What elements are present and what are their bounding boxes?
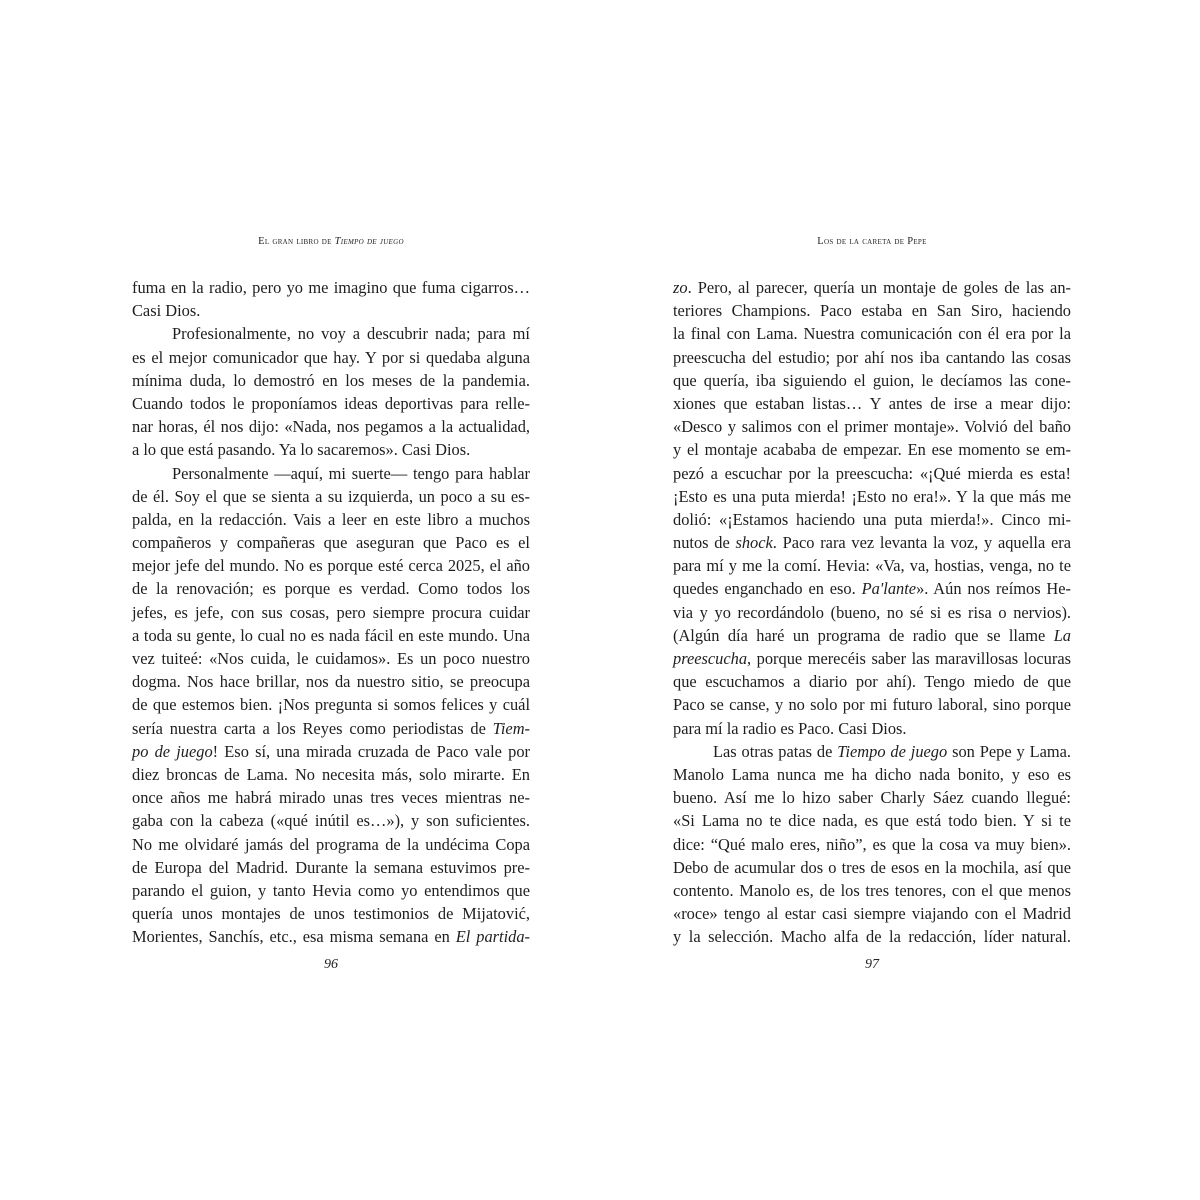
- line-text: a lo que está pasando. Ya lo sacaremos». Casi Dios.: [132, 440, 471, 460]
- text-line: [673, 740, 1071, 763]
- line-text: jefes, es jefe, con sus cosas, pero siempre procura cuidar: [132, 602, 530, 622]
- italic-text: shock: [735, 533, 773, 553]
- text-line: [673, 902, 1071, 925]
- text-line: [673, 438, 1071, 461]
- italic-text: Tiem-: [492, 718, 530, 738]
- italic-text: La: [1053, 625, 1071, 645]
- line-text: mínima duda, lo demostró en los meses de la pandemia.: [132, 370, 530, 390]
- italic-text: El partida-: [455, 927, 530, 947]
- line-text: y el montaje acababa de empezar. En ese momento se em-: [673, 440, 1071, 460]
- text-line: [132, 763, 530, 786]
- line-text: de Europa del Madrid. Durante la semana estuvimos pre-: [132, 857, 530, 877]
- text-line: [132, 485, 530, 508]
- line-text: «Si Lama no te dice nada, es que está todo bien. Y si te: [673, 811, 1071, 831]
- italic-text: po de juego: [132, 741, 213, 761]
- text-line: [132, 670, 530, 693]
- line-text: quería unos montajes de unos testimonios de Mijatović,: [132, 904, 530, 924]
- body-text-left: [132, 276, 530, 948]
- line-text: Profesionalmente, no voy a descubrir nada; para mí: [172, 324, 530, 344]
- line-text: gaba con la cabeza («qué inútil es…»), y son suficientes.: [132, 811, 530, 831]
- line-text: dolió: «¡Estamos haciendo una puta mierda!». Cinco mi-: [673, 509, 1071, 529]
- text-line: [132, 369, 530, 392]
- text-line: [673, 809, 1071, 832]
- italic-text: preescucha: [673, 649, 748, 668]
- line-text: y la selección. Macho alfa de la redacción, líder natural.: [673, 927, 1071, 947]
- running-head-right: [673, 236, 1071, 247]
- text-line: [673, 786, 1071, 809]
- text-line: [673, 322, 1071, 345]
- text-line: [673, 462, 1071, 485]
- line-text: de que estemos bien. ¡Nos pregunta si somos felices y cuál: [132, 695, 530, 715]
- line-text: ¡Esto es una puta mierda! ¡Esto no era!». Y la que más me: [673, 486, 1071, 506]
- line-text: contento. Manolo es, de los tres tenores, con el que menos: [673, 880, 1071, 900]
- text-line: [673, 925, 1071, 948]
- line-text: es el mejor comunicador que hay. Y por si quedaba alguna: [132, 347, 530, 367]
- running-head-text: Los de la careta de Pepe: [817, 236, 927, 247]
- line-text: de la renovación; es porque es verdad. Como todos los: [132, 579, 530, 599]
- text-line: [132, 856, 530, 879]
- line-text: via y yo recordándolo (bueno, no sé si es risa o nervios).: [673, 602, 1071, 622]
- line-text: dice: “Qué malo eres, niño”, es que la cosa va muy bien».: [673, 834, 1071, 854]
- text-line: [673, 531, 1071, 554]
- line-text: para mí y me la comí. Hevia: «Va, va, hostias, venga, no te: [673, 556, 1071, 576]
- text-line: [132, 693, 530, 716]
- line-text: palda, en la redacción. Vais a leer en este libro a muchos: [132, 509, 530, 529]
- text-line: [673, 624, 1071, 647]
- line-text: Personalmente —aquí, mi suerte— tengo para hablar: [172, 463, 530, 483]
- text-line: [132, 786, 530, 809]
- text-line: [132, 276, 530, 299]
- line-text: quedes enganchado en eso.: [673, 579, 862, 599]
- line-text: compañeros y compañeras que aseguran que Paco es el: [132, 533, 530, 553]
- line-text: Paco se canse, y no solo por mi futuro laboral, sino porque: [673, 695, 1071, 715]
- line-text: once años me habrá mirado unas tres veces mientras ne-: [132, 788, 530, 808]
- line-text: Debo de acumular dos o tres de esos en la mochila, así que: [673, 857, 1071, 877]
- line-text: , porque merecéis saber las maravillosas locuras: [747, 649, 1071, 668]
- line-text: vez tuiteé: «Nos cuida, le cuidamos». Es un poco nuestro: [132, 649, 530, 668]
- text-line: [673, 415, 1071, 438]
- line-text: ». Aún nos reímos He-: [916, 579, 1071, 599]
- text-line: [132, 624, 530, 647]
- text-line: [132, 508, 530, 531]
- line-text: son Pepe y Lama.: [947, 741, 1071, 761]
- page-number-right: 97: [865, 957, 879, 972]
- running-head-text: El gran libro de: [258, 236, 335, 247]
- line-text: No me olvidaré jamás del programa de la undécima Copa: [132, 834, 530, 854]
- text-line: [673, 392, 1071, 415]
- running-head-book-title: Tiempo de juego: [334, 236, 404, 247]
- text-line: [673, 276, 1071, 299]
- line-text: (Algún día haré un programa de radio que se llame: [673, 625, 1054, 645]
- text-line: [673, 601, 1071, 624]
- text-line: [132, 299, 530, 322]
- line-text: bueno. Así me lo hizo saber Charly Sáez cuando llegué:: [673, 788, 1071, 808]
- italic-text: Tiempo de juego: [837, 741, 948, 761]
- line-text: pezó a escuchar por la preescucha: «¡Qué mierda es esta!: [673, 463, 1071, 483]
- text-line: [132, 531, 530, 554]
- text-line: [132, 392, 530, 415]
- running-head-left: [132, 236, 530, 247]
- text-line: [673, 508, 1071, 531]
- line-text: . Pero, al parecer, quería un montaje de goles de las an-: [687, 278, 1071, 297]
- text-line: [132, 809, 530, 832]
- line-text: Las otras patas de: [713, 741, 838, 761]
- line-text: fuma en la radio, pero yo me imagino que fuma cigarros…: [132, 278, 530, 297]
- text-line: [132, 925, 530, 948]
- line-text: «roce» tengo al estar casi siempre viajando con el Madrid: [673, 904, 1071, 924]
- line-text: . Paco rara vez levanta la voz, y aquella era: [772, 533, 1072, 553]
- line-text: mejor jefe del mundo. No es porque esté cerca 2025, el año: [132, 556, 530, 576]
- text-line: [132, 438, 530, 461]
- line-text: Manolo Lama nunca me ha dicho nada bonito, y eso es: [673, 764, 1071, 784]
- line-text: que escuchamos a diario por ahí). Tengo miedo de que: [673, 672, 1071, 692]
- line-text: para mí la radio es Paco. Casi Dios.: [673, 718, 907, 738]
- line-text: de él. Soy el que se sienta a su izquierda, un poco a su es-: [132, 486, 530, 506]
- text-line: [673, 346, 1071, 369]
- line-text: nutos de: [673, 533, 736, 553]
- text-line: [673, 717, 1071, 740]
- text-line: [132, 647, 530, 670]
- line-text: parando el guion, y tanto Hevia como yo entendimos que: [132, 880, 530, 900]
- italic-text: zo: [673, 278, 688, 297]
- page-number-left: 96: [324, 957, 338, 972]
- italic-text: Pa'lante: [861, 579, 917, 599]
- line-text: Casi Dios.: [132, 301, 201, 321]
- line-text: que quería, iba siguiendo el guion, le decíamos las cone-: [673, 370, 1071, 390]
- body-text-right: [673, 276, 1071, 948]
- text-line: [673, 693, 1071, 716]
- text-line: [132, 554, 530, 577]
- line-text: ! Eso sí, una mirada cruzada de Paco vale por: [212, 741, 530, 761]
- text-line: [673, 554, 1071, 577]
- text-line: [132, 415, 530, 438]
- text-line: [132, 346, 530, 369]
- text-line: [132, 879, 530, 902]
- line-text: Morientes, Sanchís, etc., esa misma semana en: [132, 927, 456, 947]
- line-text: diez broncas de Lama. No necesita más, solo mirarte. En: [132, 764, 530, 784]
- text-line: [673, 833, 1071, 856]
- line-text: la final con Lama. Nuestra comunicación con él era por la: [673, 324, 1071, 344]
- text-line: [132, 740, 530, 763]
- text-line: [673, 647, 1071, 670]
- text-line: [132, 902, 530, 925]
- text-line: [673, 577, 1071, 600]
- text-line: [132, 462, 530, 485]
- line-text: xiones que estaban listas… Y antes de irse a mear dijo:: [673, 393, 1071, 413]
- line-text: Cuando todos le proponíamos ideas deportivas para relle-: [132, 393, 530, 413]
- text-line: [673, 879, 1071, 902]
- text-line: [673, 763, 1071, 786]
- line-text: sería nuestra carta a los Reyes como periodistas de: [132, 718, 493, 738]
- text-line: [132, 601, 530, 624]
- text-line: [132, 577, 530, 600]
- line-text: dogma. Nos hace brillar, nos da nuestro sitio, se preocupa: [132, 672, 530, 692]
- text-line: [673, 670, 1071, 693]
- line-text: nar horas, él nos dijo: «Nada, nos pegamos a la actualidad,: [132, 417, 530, 437]
- text-line: [132, 717, 530, 740]
- text-line: [673, 856, 1071, 879]
- line-text: preescucha del estudio; por ahí nos iba cantando las cosas: [673, 347, 1071, 367]
- text-line: [132, 833, 530, 856]
- line-text: teriores Champions. Paco estaba en San Siro, haciendo: [673, 301, 1071, 321]
- text-line: [132, 322, 530, 345]
- text-line: [673, 485, 1071, 508]
- line-text: a toda su gente, lo cual no es nada fácil en este mundo. Una: [132, 625, 530, 645]
- line-text: «Desco y salimos con el primer montaje». Volvió del baño: [673, 417, 1071, 437]
- text-line: [673, 369, 1071, 392]
- text-line: [673, 299, 1071, 322]
